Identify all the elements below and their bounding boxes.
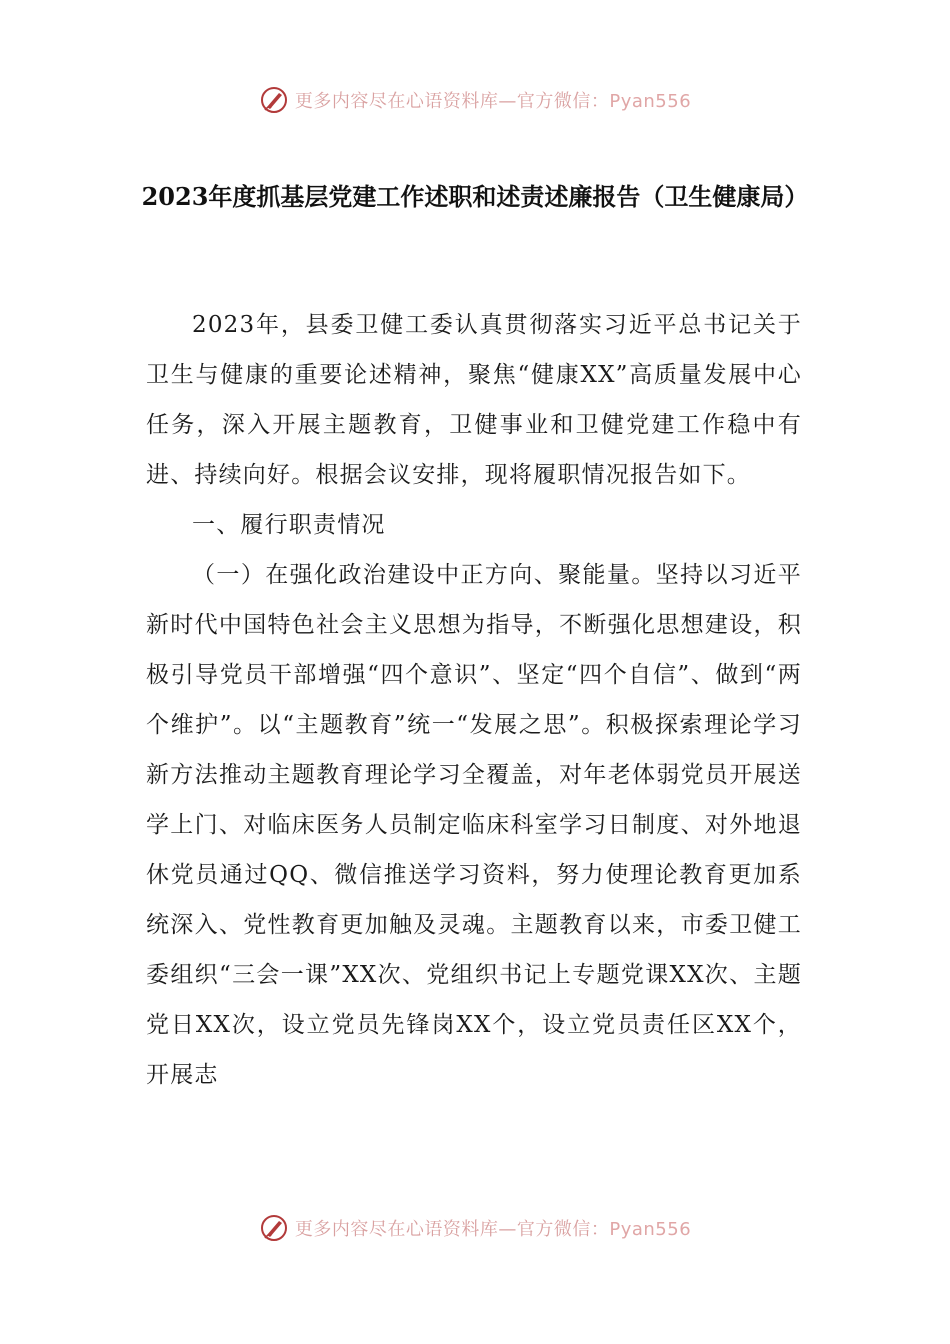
watermark-handle: Pyan556 bbox=[609, 91, 692, 112]
watermark-handle: Pyan556 bbox=[609, 1219, 692, 1240]
pen-circle-logo-icon bbox=[259, 85, 289, 115]
watermark-banner-top bbox=[0, 80, 950, 120]
document-body bbox=[146, 300, 802, 1100]
watermark-text: 更多内容尽在心语资料库—官方微信：Pyan556 bbox=[294, 1219, 692, 1240]
pen-circle-logo-icon bbox=[259, 1213, 289, 1243]
document-title: 2023年度抓基层党建工作述职和述责述廉报告（卫生健康局） bbox=[141, 182, 809, 211]
paragraph-section-1: （一）在强化政治建设中正方向、聚能量。坚持以习近平新时代中国特色社会主义思想为指导，不断强化思想建设，积极引导党员干部增强“四个意识”、坚定“四个自信”、做到“两个维护”。以“主题教育”统一“发展之思”。积极探索理论学习新方法推动主题教育理论学习全覆盖，对年老体弱党员开展送学上门、对临床医务人员制定临床科室学习日制度、对外地退休党员通过QQ、微信推送学习资料，努力使理论教育更加系统深入、党性教育更加触及灵魂。主题教育以来，市委卫健工委组织“三会一课”XX次、党组织书记上专题党课XX次、主题党日XX次，设立党员先锋岗XX个，设立党员责任区XX个，开展志 bbox=[146, 562, 802, 1088]
paragraph-intro: 2023年，县委卫健工委认真贯彻落实习近平总书记关于卫生与健康的重要论述精神，聚焦“健康XX”高质量发展中心任务，深入开展主题教育，卫健事业和卫健党建工作稳中有进、持续向好。根据会议安排，现将履职情况报告如下。 bbox=[146, 312, 802, 488]
watermark-banner-bottom bbox=[0, 1208, 950, 1248]
section-heading: 一、履行职责情况 bbox=[192, 512, 386, 538]
watermark-text: 更多内容尽在心语资料库—官方微信：Pyan556 bbox=[294, 91, 692, 112]
